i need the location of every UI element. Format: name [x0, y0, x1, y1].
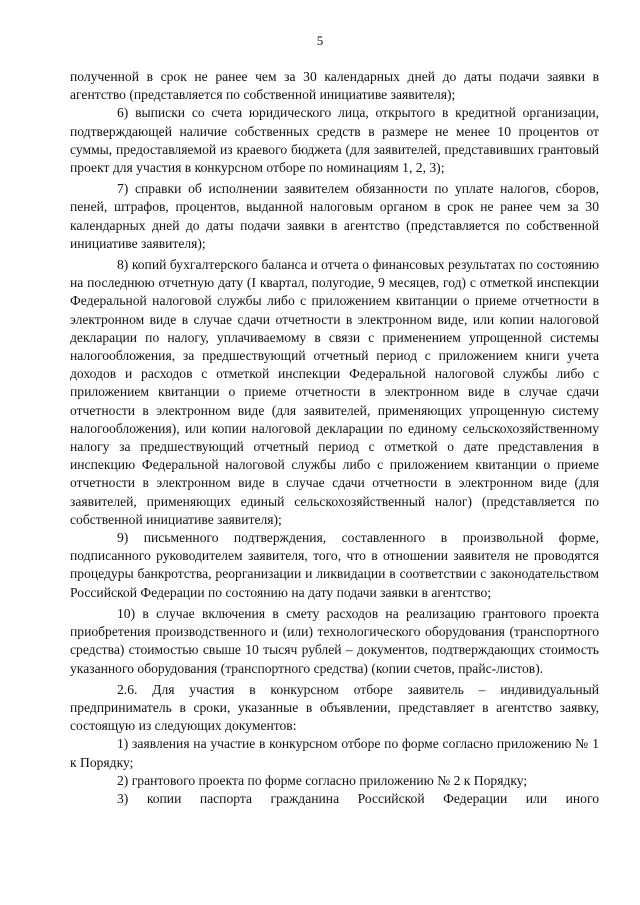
paragraph-subitem-2: 2) грантового проекта по форме согласно приложению № 2 к Порядку;	[117, 772, 528, 788]
paragraph-item-8: 8) копий бухгалтерского баланса и отчета о финансовых результатах по состоянию на последнюю отчетную дату (I квартал, полугодие, 9 месяцев, год) с отметкой инспекции Федеральной налоговой службы либо с приложением квитанции о приеме отчетности в электронном виде в случае сдачи отчетности в электронном виде, или копии налоговой декларации по налогу, уплачиваемому в связи с применением упрощенной системы налогообложения, за предшествующий отчетный период с приложением книги учета доходов и расходов с отметкой инспекции Федеральной налоговой службы либо с приложением квитанции о приеме отчетности в электронном виде в случае сдачи отчетности в электронном виде (для заявителей, применяющих упрощенную систему налогообложения), или копии налоговой декларации по единому сельскохозяйственному налогу за предшествующий отчетный период с отметкой о дате представления в инспекцию Федеральной налоговой службы либо с приложением квитанции о приеме отчетности в электронном виде в случае сдачи отчетности в электронном виде (для заявителей, применяющих единый сельскохозяйственный налог) (представляется по собственной инициативе заявителя);	[70, 257, 599, 527]
paragraph-item-9: 9) письменного подтверждения, составленного в произвольной форме, подписанного руководителем заявителя, того, что в отношении заявителя не проводятся процедуры банкротства, реорганизации и ликвидации в соответствии с законодательством Российской Федерации по состоянию на дату подачи заявки в агентство;	[70, 530, 599, 600]
paragraph-subitem-3: 3) копии паспорта гражданина Российской Федерации или иного	[117, 790, 599, 806]
paragraph-section-2-6: 2.6. Для участия в конкурсном отборе заявитель – индивидуальный предприниматель в сроки, указанные в объявлении, представляет в агентство заявку, состоящую из следующих документов:	[70, 681, 599, 734]
paragraph-item-10: 10) в случае включения в смету расходов на реализацию грантового проекта приобретения производственного и (или) технологического оборудования (транспортного средства) стоимостью свыше 10 тысяч рублей – документов, подтверждающих стоимость указанного оборудования (транспортного средства) (копии счетов, прайс-листов).	[70, 605, 599, 676]
paragraph-item-6: 6) выписки со счета юридического лица, открытого в кредитной организации, подтверждающей наличие собственных средств в размере не менее 10 процентов от суммы, предоставляемой из краевого бюджета (для заявителей, представивших грантовый проект для участия в конкурсном отборе по номинациям 1, 2, 3);	[70, 105, 599, 176]
paragraph-continuation: полученной в срок не ранее чем за 30 календарных дней до даты подачи заявки в агентство (представляется по собственной инициативе заявителя);	[70, 69, 599, 103]
page-number: 5	[316, 33, 324, 48]
paragraph-item-7: 7) справки об исполнении заявителем обязанности по уплате налогов, сборов, пеней, штрафов, процентов, выданной налоговым органом в срок не ранее чем за 30 календарных дней до даты подачи заявки в агентство (представляется по собственной инициативе заявителя);	[70, 181, 599, 251]
document-body	[70, 68, 599, 808]
paragraph-subitem-1: 1) заявления на участие в конкурсном отборе по форме согласно приложению № 1 к Порядку;	[70, 736, 599, 770]
